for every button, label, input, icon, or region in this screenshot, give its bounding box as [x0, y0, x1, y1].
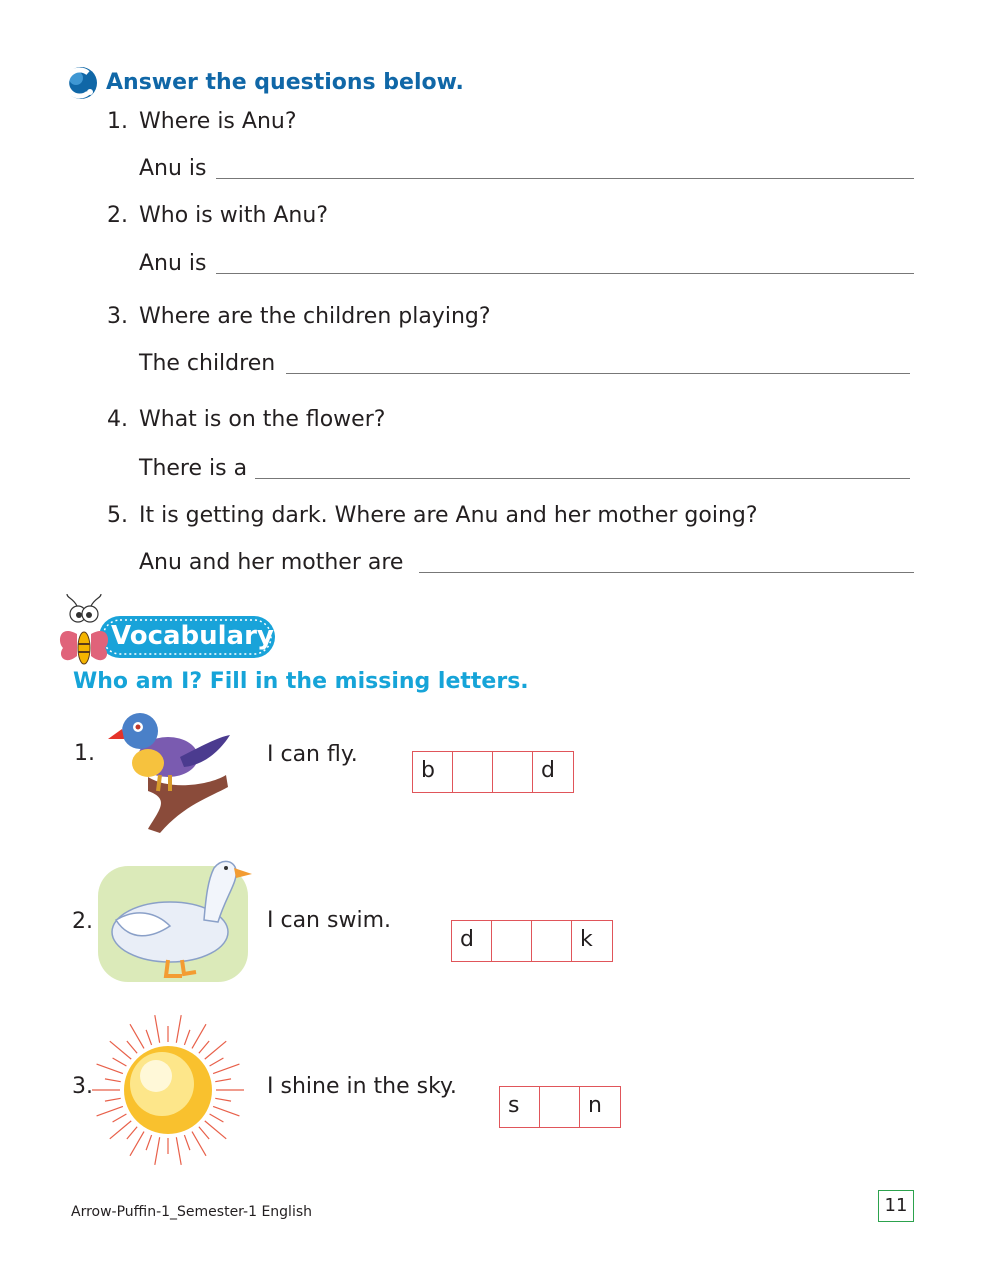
answer-2-line[interactable]: [216, 273, 914, 274]
answer-4-line[interactable]: [255, 478, 910, 479]
sun-ray: [110, 1041, 131, 1059]
sun-ray: [155, 1015, 160, 1043]
sun-ray: [155, 1137, 160, 1165]
vocab-item-2-number: 2.: [72, 909, 93, 934]
sun-ray: [105, 1079, 121, 1082]
vocab-item-1-letter-boxes: [412, 751, 574, 793]
sun-ray: [199, 1127, 209, 1139]
section-c-badge: [64, 66, 98, 100]
sun-ray: [97, 1064, 123, 1074]
answer-3-prefix: The children: [139, 351, 276, 376]
vocabulary-banner: [55, 590, 285, 668]
letter-box[interactable]: n: [588, 1093, 602, 1118]
vocabulary-banner-label: Vocabulary: [111, 621, 274, 651]
vocab-item-1-number: 1.: [74, 741, 95, 766]
answer-5-prefix: Anu and her mother are: [139, 550, 404, 575]
letter-box[interactable]: d: [541, 758, 555, 783]
sun-ray: [113, 1058, 127, 1066]
sun-ray: [176, 1015, 181, 1043]
vocab-item-2-letter-boxes: [451, 920, 613, 962]
letter-box[interactable]: b: [413, 752, 453, 792]
question-3-number: 3.: [107, 304, 128, 329]
letter-box[interactable]: [540, 1087, 580, 1127]
sun-ray: [184, 1030, 189, 1045]
sun-ray: [113, 1114, 127, 1122]
sun-ray: [215, 1079, 231, 1082]
sun-ray: [192, 1132, 206, 1156]
answer-1-prefix: Anu is: [139, 156, 207, 181]
question-2-text: Who is with Anu?: [139, 203, 328, 228]
letter-box[interactable]: [493, 752, 533, 792]
sun-ray: [110, 1121, 131, 1139]
sun-ray: [213, 1064, 239, 1074]
answer-2-prefix: Anu is: [139, 251, 207, 276]
answer-3-line[interactable]: [286, 373, 910, 374]
sun-ray: [210, 1058, 224, 1066]
answer-5-line[interactable]: [419, 572, 914, 573]
question-2-number: 2.: [107, 203, 128, 228]
footer-book-title: Arrow-Puffin-1_Semester-1 English: [71, 1204, 313, 1220]
vocab-item-3-number: 3.: [72, 1074, 93, 1099]
vocab-item-3-clue: I shine in the sky.: [267, 1074, 457, 1099]
vocab-item-3-letter-boxes: [499, 1086, 621, 1128]
sun-ray: [97, 1106, 123, 1116]
sun-ray: [192, 1024, 206, 1048]
sun-ray: [184, 1135, 189, 1150]
letter-box[interactable]: [492, 921, 532, 961]
sun-ray: [176, 1137, 181, 1165]
sun-ray: [210, 1114, 224, 1122]
question-5-number: 5.: [107, 503, 128, 528]
letter-box[interactable]: s: [500, 1087, 540, 1127]
vocabulary-instruction: Who am I? Fill in the missing letters.: [73, 669, 529, 694]
bird-illustration: [100, 705, 230, 833]
vocab-item-2-clue: I can swim.: [267, 908, 391, 933]
question-5-text: It is getting dark. Where are Anu and her mother going?: [139, 503, 758, 528]
sun-illustration: [90, 1014, 246, 1170]
letter-box[interactable]: [532, 921, 572, 961]
question-3-text: Where are the children playing?: [139, 304, 491, 329]
answer-4-prefix: There is a: [139, 456, 248, 481]
sun-ray: [127, 1041, 137, 1053]
question-1-text: Where is Anu?: [139, 109, 297, 134]
question-1-number: 1.: [107, 109, 128, 134]
sun-ray: [205, 1121, 226, 1139]
sun-ray: [146, 1030, 151, 1045]
sun-ray: [205, 1041, 226, 1059]
sun-ray: [213, 1106, 239, 1116]
duck-illustration: [96, 850, 254, 986]
sun-ray: [215, 1098, 231, 1101]
question-4-number: 4.: [107, 407, 128, 432]
sun-ray: [199, 1041, 209, 1053]
question-4-text: What is on the flower?: [139, 407, 386, 432]
section-badge-icon: [64, 66, 98, 100]
letter-box[interactable]: k: [580, 927, 593, 952]
sun-ray: [127, 1127, 137, 1139]
section-c-heading: Answer the questions below.: [106, 70, 464, 95]
letter-box[interactable]: d: [452, 921, 492, 961]
letter-box[interactable]: [453, 752, 493, 792]
sun-ray: [105, 1098, 121, 1101]
page-number: 11: [878, 1190, 914, 1222]
answer-1-line[interactable]: [216, 178, 914, 179]
sun-ray: [130, 1024, 144, 1048]
sun-ray: [130, 1132, 144, 1156]
vocab-item-1-clue: I can fly.: [267, 742, 358, 767]
sun-ray: [146, 1135, 151, 1150]
